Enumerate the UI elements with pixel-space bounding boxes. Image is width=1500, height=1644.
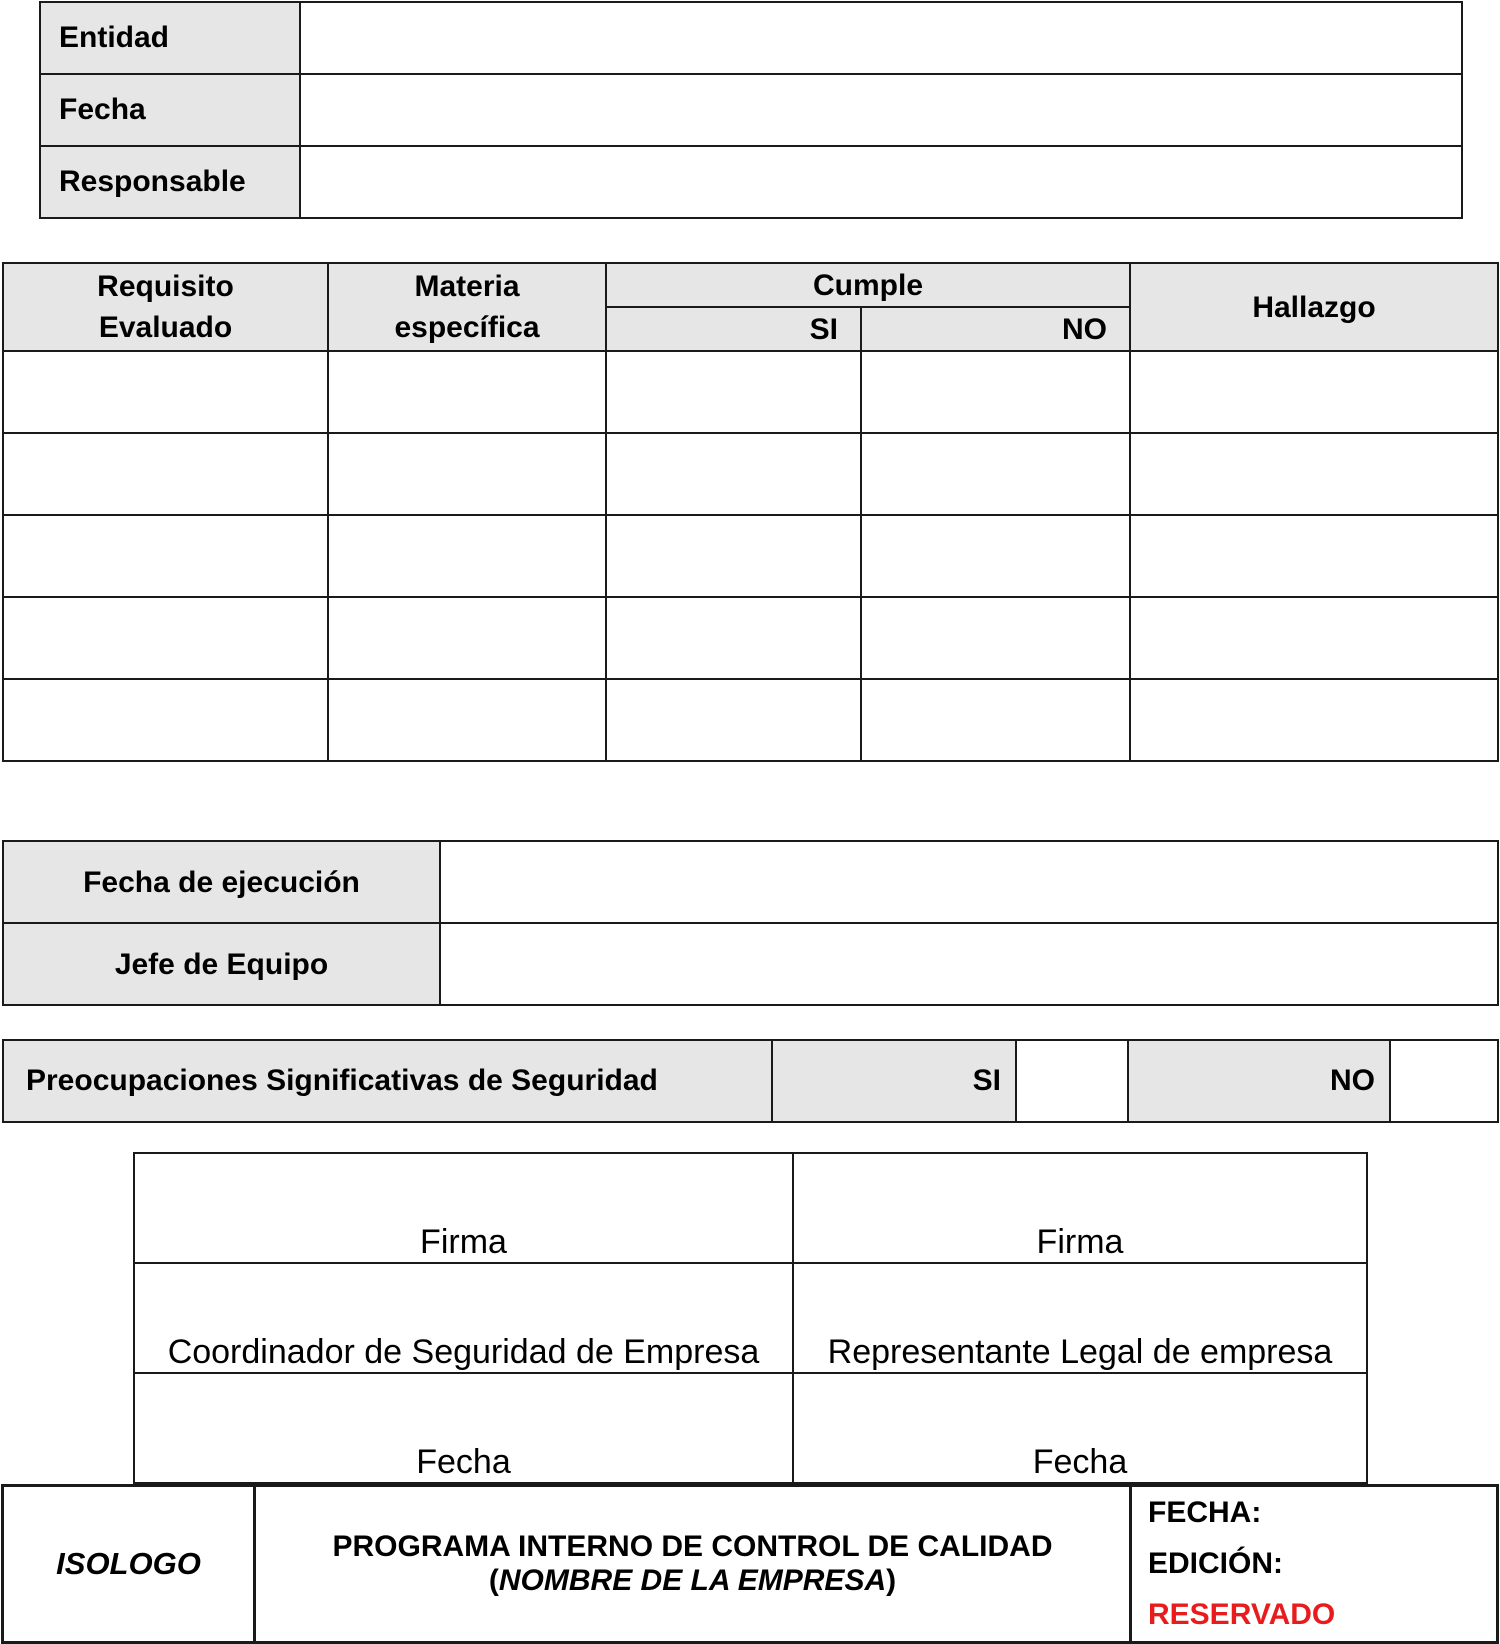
hallazgo-cell[interactable] <box>1130 679 1498 761</box>
cargo-label: Coordinador de Seguridad de Empresa <box>167 1333 760 1371</box>
col-cumple-header: Cumple <box>606 263 1130 307</box>
col-no-header: NO <box>861 307 1130 351</box>
security-concerns-table <box>2 1039 1499 1123</box>
signature-row-firma <box>134 1153 1367 1263</box>
requisito-cell[interactable] <box>3 515 328 597</box>
document-meta <box>1131 1486 1498 1643</box>
no-cell[interactable] <box>861 351 1130 433</box>
meta-reservado: RESERVADO <box>1148 1598 1336 1631</box>
isologo: ISOLOGO <box>3 1486 255 1643</box>
no-cell[interactable] <box>861 433 1130 515</box>
cargo-label: Representante Legal de empresa <box>827 1333 1333 1371</box>
hallazgo-cell[interactable] <box>1130 433 1498 515</box>
requisito-cell[interactable] <box>3 351 328 433</box>
execution-row-fecha <box>3 841 1498 923</box>
no-cell[interactable] <box>861 597 1130 679</box>
fecha-field[interactable] <box>300 74 1462 146</box>
execution-row-jefe <box>3 923 1498 1005</box>
signature-row-cargo <box>134 1263 1367 1373</box>
col-materia-line2: específica <box>394 311 540 344</box>
program-title: PROGRAMA INTERNO DE CONTROL DE CALIDAD <box>332 1530 1053 1563</box>
info-row-responsable <box>40 146 1462 218</box>
col-materia-line1: Materia <box>414 270 520 303</box>
requisito-cell[interactable] <box>3 597 328 679</box>
signature-left-firma[interactable] <box>134 1153 793 1263</box>
company-name: NOMBRE DE LA EMPRESA <box>498 1564 887 1597</box>
meta-fecha: FECHA: <box>1148 1496 1262 1529</box>
no-cell[interactable] <box>861 515 1130 597</box>
fecha-ejecucion-label: Fecha de ejecución <box>3 841 440 923</box>
col-materia-header <box>328 263 606 351</box>
footer-row <box>3 1486 1498 1643</box>
security-concerns-label: Preocupaciones Significativas de Seguridad <box>3 1040 772 1122</box>
col-requisito-line2: Evaluado <box>98 311 233 344</box>
hallazgo-cell[interactable] <box>1130 597 1498 679</box>
security-si-label: SI <box>772 1040 1016 1122</box>
si-cell[interactable] <box>606 597 861 679</box>
hallazgo-cell[interactable] <box>1130 351 1498 433</box>
security-no-field[interactable] <box>1390 1040 1498 1122</box>
security-no-label: NO <box>1128 1040 1390 1122</box>
entidad-label: Entidad <box>40 2 300 74</box>
col-requisito-header <box>3 263 328 351</box>
firma-label: Firma <box>1036 1223 1124 1261</box>
no-cell[interactable] <box>861 679 1130 761</box>
jefe-equipo-label: Jefe de Equipo <box>3 923 440 1005</box>
company-name-line: (NOMBRE DE LA EMPRESA) <box>488 1564 897 1597</box>
signature-left-cargo <box>134 1263 793 1373</box>
execution-table <box>2 840 1499 1006</box>
signature-right-cargo <box>793 1263 1367 1373</box>
materia-cell[interactable] <box>328 679 606 761</box>
entidad-field[interactable] <box>300 2 1462 74</box>
responsable-field[interactable] <box>300 146 1462 218</box>
requirements-header-row <box>3 263 1498 307</box>
requisito-cell[interactable] <box>3 679 328 761</box>
table-row <box>3 351 1498 433</box>
security-concerns-row <box>3 1040 1498 1122</box>
table-row <box>3 433 1498 515</box>
signature-right-firma[interactable] <box>793 1153 1367 1263</box>
requisito-cell[interactable] <box>3 433 328 515</box>
table-row <box>3 515 1498 597</box>
fecha-label: Fecha <box>1032 1443 1128 1481</box>
firma-label: Firma <box>420 1223 507 1261</box>
jefe-equipo-field[interactable] <box>440 923 1498 1005</box>
col-si-header: SI <box>606 307 861 351</box>
materia-cell[interactable] <box>328 597 606 679</box>
program-title-cell <box>255 1486 1131 1643</box>
materia-cell[interactable] <box>328 351 606 433</box>
table-row <box>3 597 1498 679</box>
info-row-fecha <box>40 74 1462 146</box>
meta-edicion: EDICIÓN: <box>1148 1547 1283 1580</box>
security-si-field[interactable] <box>1016 1040 1128 1122</box>
responsable-label: Responsable <box>40 146 300 218</box>
signature-right-fecha[interactable] <box>793 1373 1367 1483</box>
signatures-table <box>133 1152 1368 1484</box>
signature-left-fecha[interactable] <box>134 1373 793 1483</box>
materia-cell[interactable] <box>328 515 606 597</box>
info-table <box>39 1 1463 219</box>
col-requisito-line1: Requisito <box>97 270 234 303</box>
signature-row-fecha <box>134 1373 1367 1483</box>
table-row <box>3 679 1498 761</box>
si-cell[interactable] <box>606 679 861 761</box>
fecha-label: Fecha <box>40 74 300 146</box>
info-row-entidad <box>40 2 1462 74</box>
si-cell[interactable] <box>606 351 861 433</box>
hallazgo-cell[interactable] <box>1130 515 1498 597</box>
materia-cell[interactable] <box>328 433 606 515</box>
document-footer <box>1 1484 1499 1644</box>
fecha-label: Fecha <box>416 1443 511 1481</box>
fecha-ejecucion-field[interactable] <box>440 841 1498 923</box>
col-hallazgo-header: Hallazgo <box>1130 263 1498 351</box>
requirements-table <box>2 262 1499 762</box>
si-cell[interactable] <box>606 515 861 597</box>
si-cell[interactable] <box>606 433 861 515</box>
